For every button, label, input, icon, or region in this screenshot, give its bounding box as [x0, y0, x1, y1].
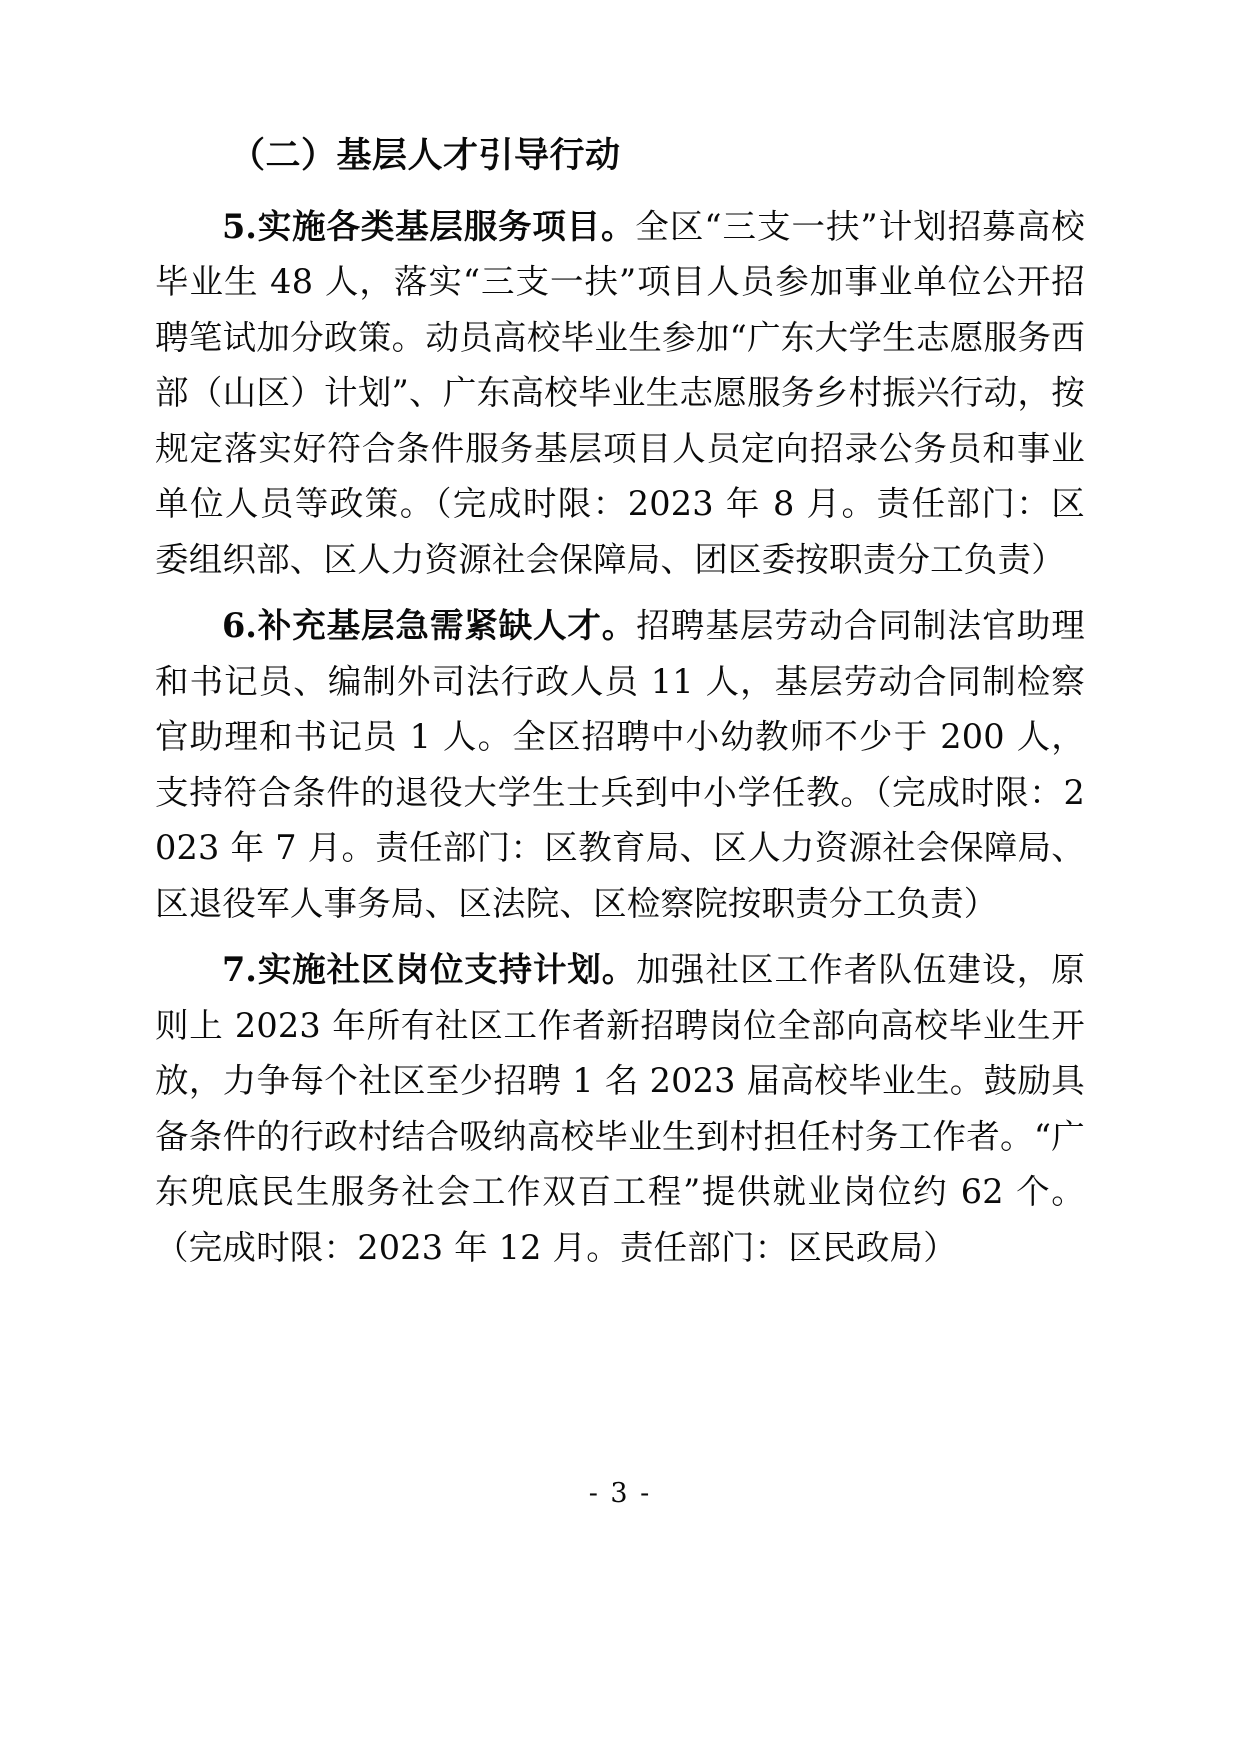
paragraph-lead-6: 6.补充基层急需紧缺人才。: [222, 606, 637, 645]
paragraph-body-7: 加强社区工作者队伍建设，原则上 2023 年所有社区工作者新招聘岗位全部向高校毕业生开放，力争每个社区至少招聘 1 名 2023 届高校毕业生。鼓励具备条件的行政村结合吸纳高校毕业生到村担任村务工作者。“广东兜底民生服务社会工作双百工程”提供就业岗位约 62 个。（完成时限：2023 年 12 月。责任部门：区民政局）: [155, 950, 1085, 1267]
page-number: - 3 -: [588, 1478, 652, 1509]
section-heading: （二）基层人才引导行动: [230, 135, 621, 176]
document-body: [155, 130, 1085, 1275]
paragraph-item-7: [155, 942, 1085, 1275]
paragraph-item-5: [155, 199, 1085, 588]
paragraph-lead-5: 5.实施各类基层服务项目。: [222, 206, 636, 246]
paragraph-item-6: [155, 598, 1085, 931]
paragraph-body-6: 招聘基层劳动合同制法官助理和书记员、编制外司法行政人员 11 人，基层劳动合同制检察官助理和书记员 1 人。全区招聘中小幼教师不少于 200 人，支持符合条件的退役大学生士兵到中小学任教。（完成时限：2023 年 7 月。责任部门：区教育局、区人力资源社会保障局、区退役军人事务局、区法院、区检察院按职责分工负责）: [155, 606, 1085, 923]
paragraph-lead-7: 7.实施社区岗位支持计划。: [222, 950, 637, 989]
paragraph-body-5: 全区“三支一扶”计划招募高校毕业生 48 人，落实“三支一扶”项目人员参加事业单位公开招聘笔试加分政策。动员高校毕业生参加“广东大学生志愿服务西部（山区）计划”、广东高校毕业生志愿服务乡村振兴行动，按规定落实好符合条件服务基层项目人员定向招录公务员和事业单位人员等政策。（完成时限：2023 年 8 月。责任部门：区委组织部、区人力资源社会保障局、团区委按职责分工负责）: [155, 206, 1085, 579]
